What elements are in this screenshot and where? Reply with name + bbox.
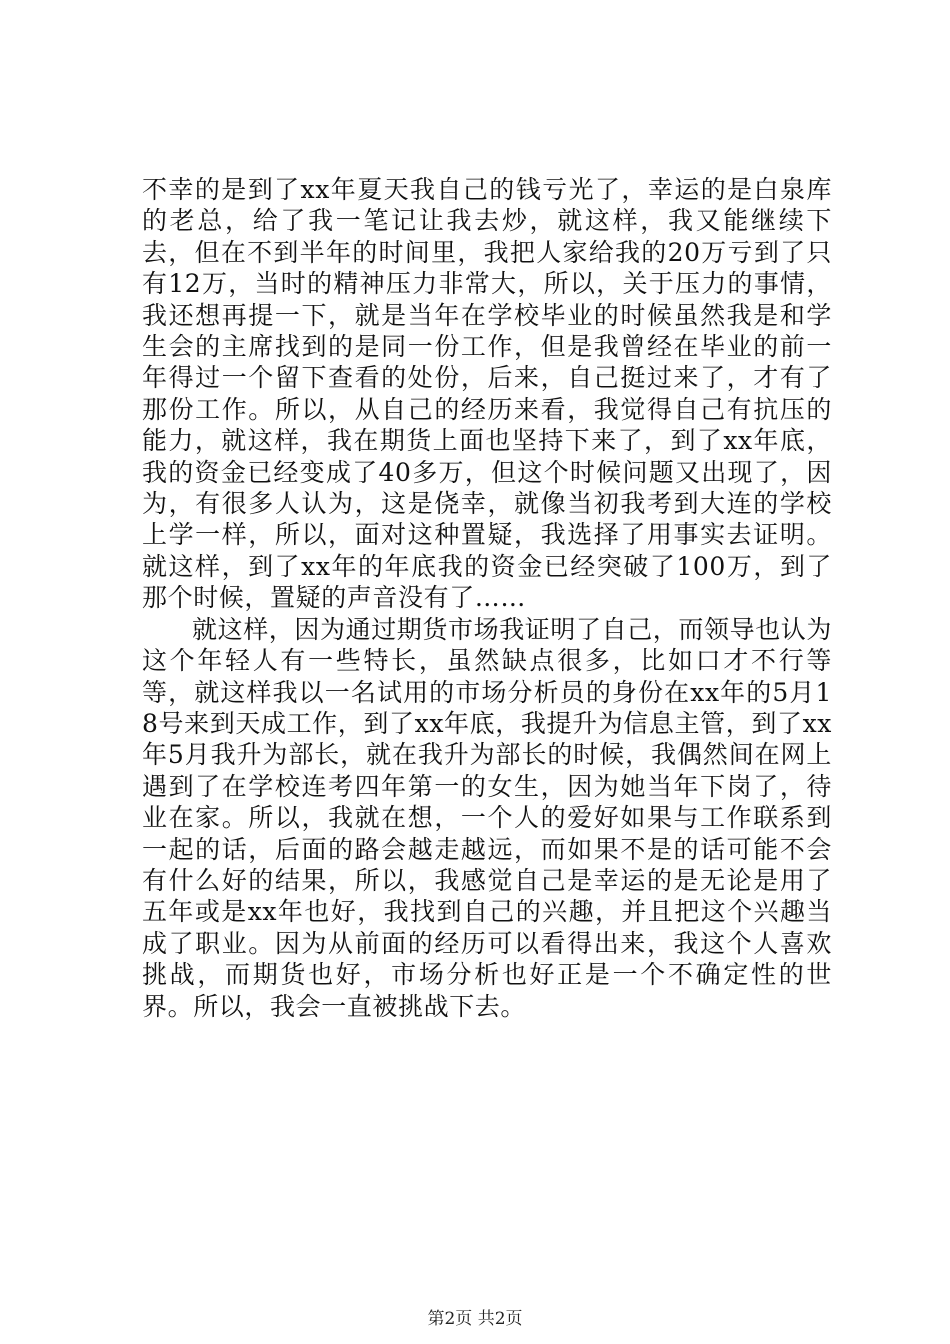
paragraph-2: 就这样，因为通过期货市场我证明了自己，而领导也认为这个年轻人有一些特长，虽然缺点很多，比如口才不行等等，就这样我以一名试用的市场分析员的身份在xx年的5月18号来到天成工作，到了xx年底，我提升为信息主管，到了xx年5月我升为部长，就在我升为部长的时候，我偶然间在网上遇到了在学校连考四年第一的女生，因为她当年下岗了，待业在家。所以，我就在想，一个人的爱好如果与工作联系到一起的话，后面的路会越走越远，而如果不是的话可能不会有什么好的结果，所以，我感觉自己是幸运的是无论是用了五年或是xx年也好，我找到自己的兴趣，并且把这个兴趣当成了职业。因为从前面的经历可以看得出来，我这个人喜欢挑战，而期货也好，市场分析也好正是一个不确定性的世界。所以，我会一直被挑战下去。 [142, 614, 833, 1021]
page-number-footer: 第2页 共2页 [427, 1309, 523, 1329]
document-body [142, 174, 832, 1022]
paragraph-1: 不幸的是到了xx年夏天我自己的钱亏光了，幸运的是白泉库的老总，给了我一笔记让我去炒，就这样，我又能继续下去，但在不到半年的时间里，我把人家给我的20万亏到了只有12万，当时的精神压力非常大，所以，关于压力的事情，我还想再提一下，就是当年在学校毕业的时候虽然我是和学生会的主席找到的是同一份工作，但是我曾经在毕业的前一年得过一个留下查看的处份，后来，自己挺过来了，才有了那份工作。所以，从自己的经历来看，我觉得自己有抗压的能力，就这样，我在期货上面也坚持下来了，到了xx年底，我的资金已经变成了40多万，但这个时候问题又出现了，因为，有很多人认为，这是侥幸，就像当初我考到大连的学校上学一样，所以，面对这种置疑，我选择了用事实去证明。就这样，到了xx年的年底我的资金已经突破了100万，到了那个时候，置疑的声音没有了…… [142, 175, 832, 613]
